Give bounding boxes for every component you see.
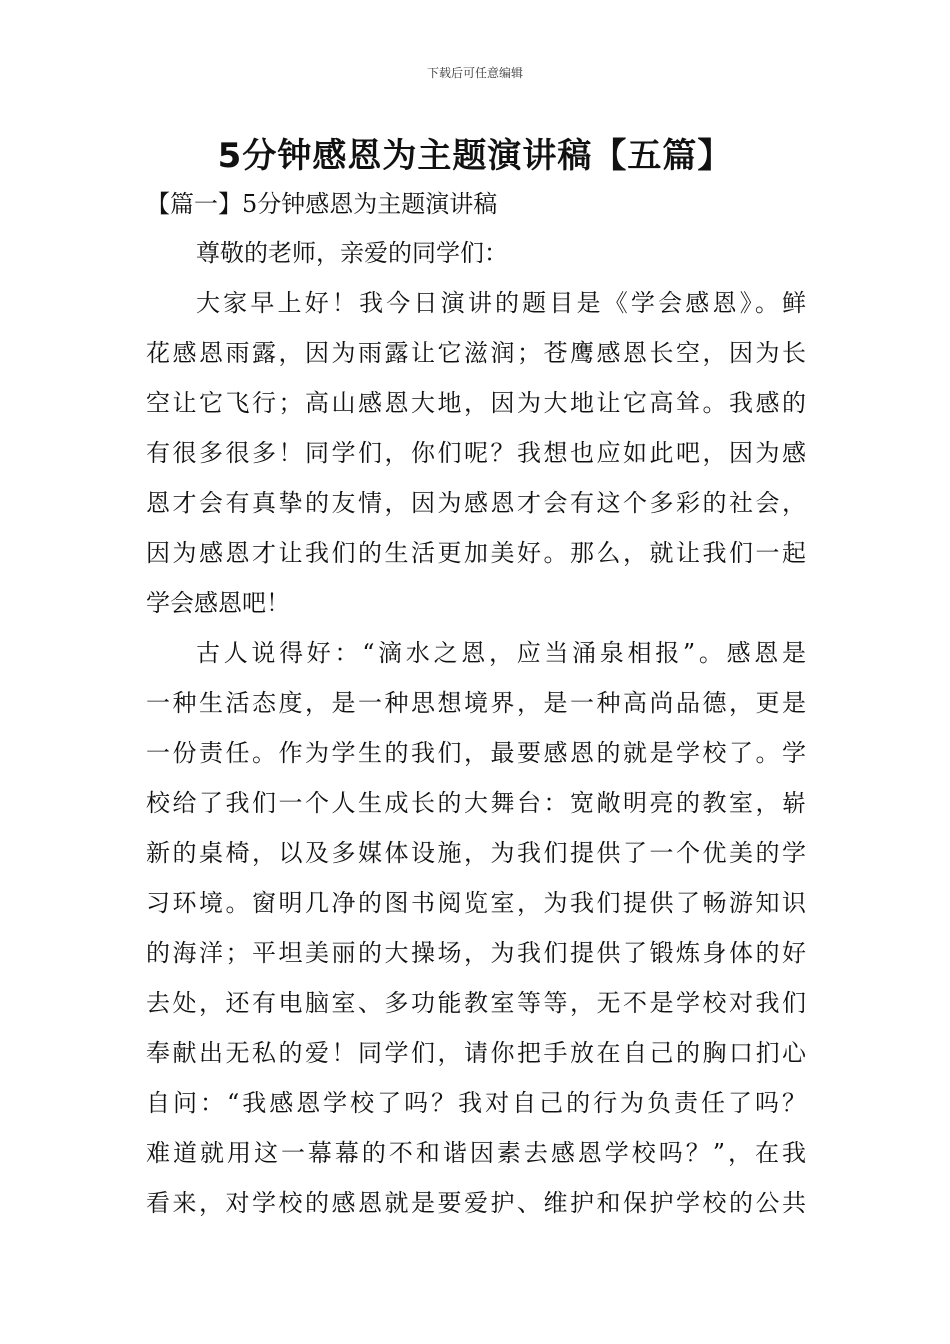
section-heading: 【篇一】5分钟感恩为主题演讲稿 <box>146 190 498 218</box>
speech-body-text <box>146 228 806 1228</box>
text-line: 大家早上好！我今日演讲的题目是《学会感恩》。鲜 <box>196 289 806 317</box>
text-line: 看来，对学校的感恩就是要爱护、维护和保护学校的公共 <box>146 1189 806 1217</box>
text-line: 校给了我们一个人生成长的大舞台：宽敞明亮的教室，崭 <box>146 789 806 817</box>
text-line: 自问：“我感恩学校了吗？我对自己的行为负责任了吗？ <box>146 1089 806 1117</box>
text-line: 古人说得好：“滴水之恩，应当涌泉相报”。感恩是 <box>196 639 806 667</box>
text-line: 有很多很多！同学们，你们呢？我想也应如此吧，因为感 <box>146 439 806 467</box>
text-line: 恩才会有真挚的友情，因为感恩才会有这个多彩的社会， <box>146 489 806 517</box>
text-line: 新的桌椅，以及多媒体设施，为我们提供了一个优美的学 <box>146 839 806 867</box>
text-line: 的海洋；平坦美丽的大操场，为我们提供了锻炼身体的好 <box>146 939 806 967</box>
text-line: 一种生活态度，是一种思想境界，是一种高尚品德，更是 <box>146 689 806 717</box>
text-line: 奉献出无私的爱！同学们，请你把手放在自己的胸口扪心 <box>146 1039 806 1067</box>
text-line: 尊敬的老师，亲爱的同学们： <box>196 239 508 267</box>
document-title: 5分钟感恩为主题演讲稿【五篇】 <box>217 136 733 176</box>
text-line: 空让它飞行；高山感恩大地，因为大地让它高耸。我感的 <box>146 389 806 417</box>
text-line: 学会感恩吧！ <box>146 589 290 617</box>
text-line: 难道就用这一幕幕的不和谐因素去感恩学校吗？”，在我 <box>146 1139 806 1167</box>
text-line: 因为感恩才让我们的生活更加美好。那么，就让我们一起 <box>146 539 806 567</box>
download-note: 下载后可任意编辑 <box>426 66 523 80</box>
text-line: 一份责任。作为学生的我们，最要感恩的就是学校了。学 <box>146 739 806 767</box>
text-line: 习环境。窗明几净的图书阅览室，为我们提供了畅游知识 <box>146 889 806 917</box>
text-line: 去处，还有电脑室、多功能教室等等，无不是学校对我们 <box>146 989 806 1017</box>
text-line: 花感恩雨露，因为雨露让它滋润；苍鹰感恩长空，因为长 <box>146 339 806 367</box>
